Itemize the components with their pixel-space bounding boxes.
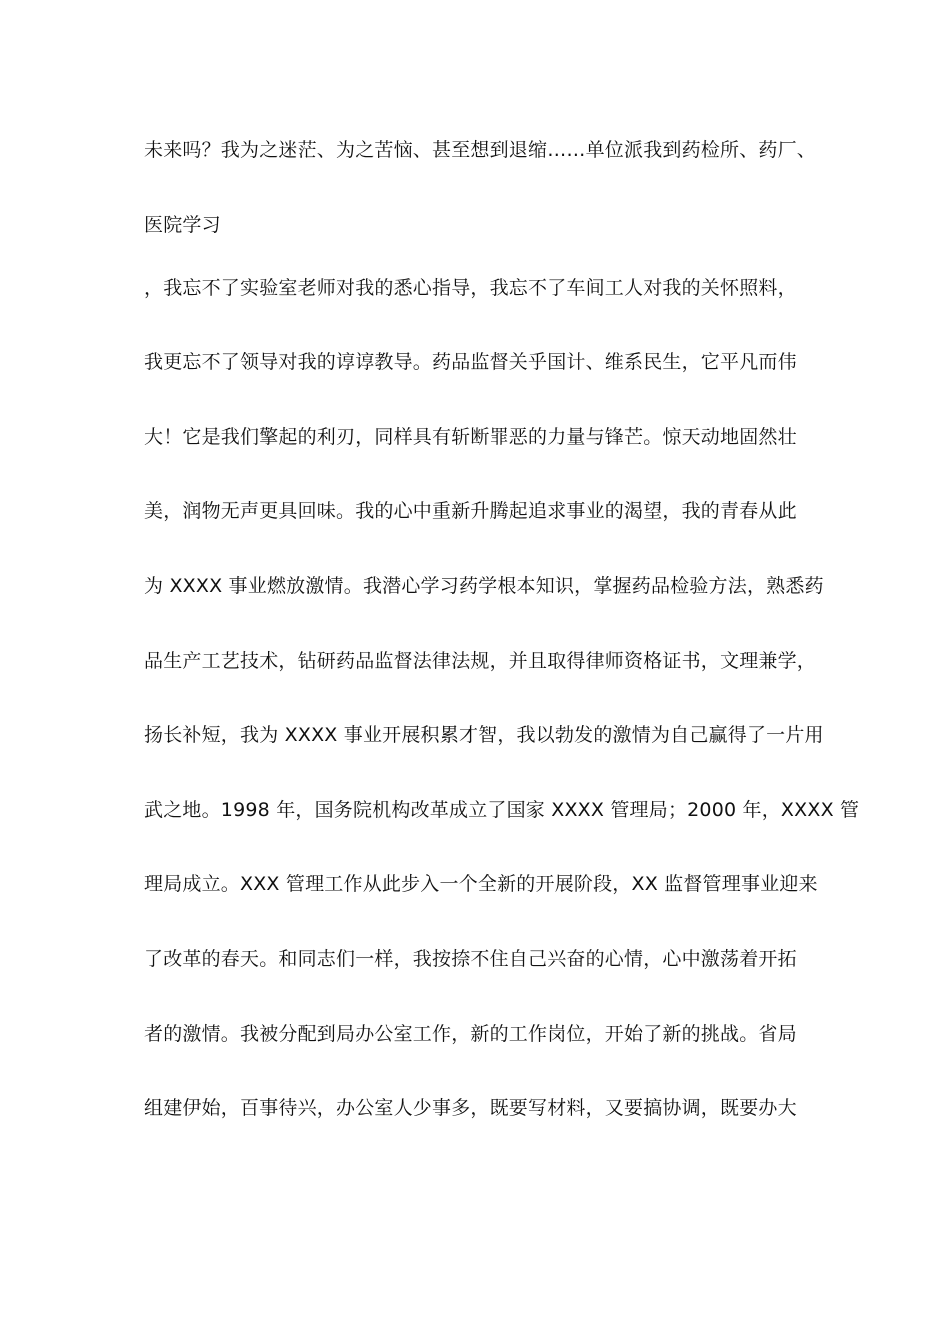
text-line-9: 扬长补短，我为 XXXX 事业开展积累才智，我以勃发的激情为自己赢得了一片用 [144,724,824,746]
text-line-14: 组建伊始，百事待兴，办公室人少事多，既要写材料，又要搞协调，既要办大 [144,1097,797,1119]
text-line-5: 大！它是我们擎起的利刃，同样具有斩断罪恶的力量与锋芒。惊天动地固然壮 [144,426,797,448]
text-line-3: ，我忘不了实验室老师对我的悉心指导，我忘不了车间工人对我的关怀照料， [144,277,797,299]
text-line-7: 为 XXXX 事业燃放激情。我潜心学习药学根本知识，掌握药品检验方法，熟悉药 [144,575,824,597]
text-line-4: 我更忘不了领导对我的谆谆教导。药品监督关乎国计、维系民生，它平凡而伟 [144,351,797,373]
text-line-10: 武之地。1998 年，国务院机构改革成立了国家 XXXX 管理局；2000 年，XXXX 管 [144,799,860,821]
text-line-2: 医院学习 [144,214,221,236]
text-line-13: 者的激情。我被分配到局办公室工作，新的工作岗位，开始了新的挑战。省局 [144,1023,797,1045]
text-line-8: 品生产工艺技术，钻研药品监督法律法规，并且取得律师资格证书，文理兼学， [144,650,817,672]
text-line-6: 美，润物无声更具回味。我的心中重新升腾起追求事业的渴望，我的青春从此 [144,500,797,522]
text-line-12: 了改革的春天。和同志们一样，我按捺不住自己兴奋的心情，心中激荡着开拓 [144,948,797,970]
text-line-1: 未来吗？我为之迷茫、为之苦恼、甚至想到退缩……单位派我到药检所、药厂、 [144,139,817,161]
text-line-11: 理局成立。XXX 管理工作从此步入一个全新的开展阶段，XX 监督管理事业迎来 [144,873,818,895]
